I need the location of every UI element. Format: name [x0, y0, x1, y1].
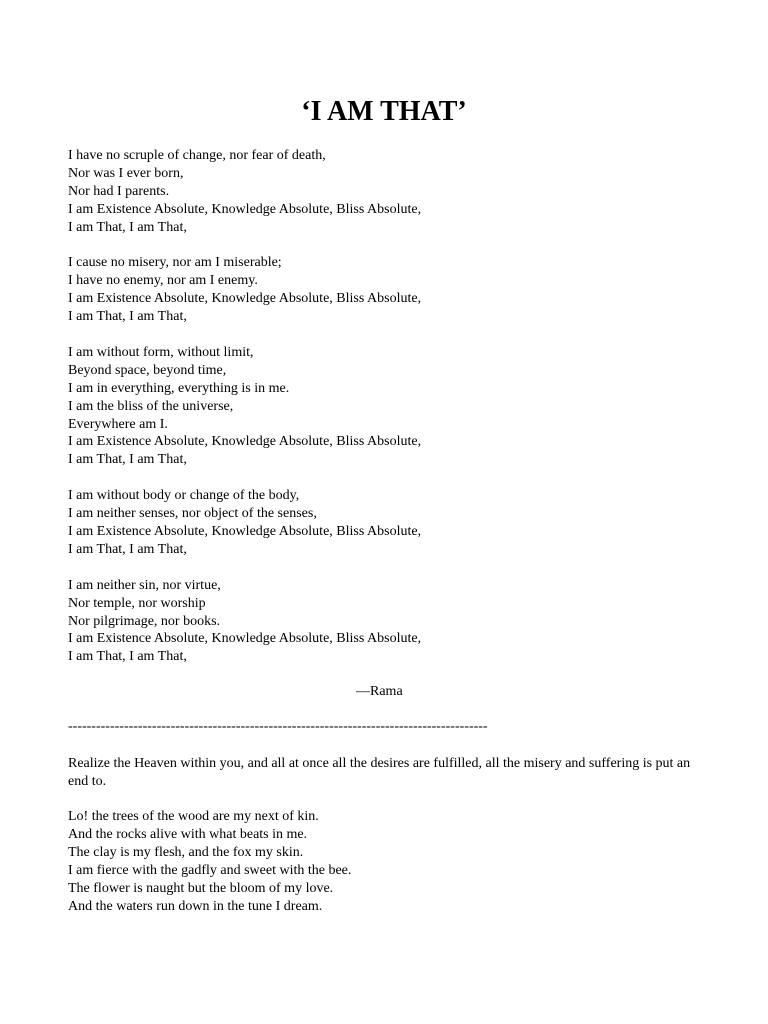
stanza-2 [68, 254, 708, 326]
poem-line: I am Existence Absolute, Knowledge Absolute, Bliss Absolute, [68, 291, 422, 307]
poem-line: Everywhere am I. [68, 416, 168, 432]
poem-line: I have no scruple of change, nor fear of death, [68, 148, 326, 163]
poem-line: I am neither senses, nor object of the senses, [68, 506, 317, 522]
poem-line: I am That, I am That, [68, 452, 187, 468]
prose-paragraph: Realize the Heaven within you, and all at once all the desires are fulfilled, all the misery and suffering is put an end to. [68, 756, 691, 789]
poem-line: I am without body or change of the body, [68, 488, 300, 504]
poem-line: I am Existence Absolute, Knowledge Absolute, Bliss Absolute, [68, 631, 422, 647]
verse-line: I am fierce with the gadfly and sweet with the bee. [68, 862, 352, 878]
poem-line: I am That, I am That, [68, 649, 187, 665]
verse-line: Lo! the trees of the wood are my next of kin. [68, 809, 319, 824]
poem-line: Nor was I ever born, [68, 165, 184, 181]
poem-line: I am That, I am That, [68, 309, 187, 325]
stanza-3 [68, 344, 708, 469]
verse-line: And the waters run down in the tune I dream. [68, 898, 323, 914]
poem-line: I am Existence Absolute, Knowledge Absolute, Bliss Absolute, [68, 434, 422, 450]
poem-line: I am That, I am That, [68, 541, 187, 557]
poem-line: I have no enemy, nor am I enemy. [68, 273, 258, 289]
poem-attribution: —Rama [356, 684, 403, 699]
poem-line: Beyond space, beyond time, [68, 362, 227, 378]
poem-line: Nor pilgrimage, nor books. [68, 613, 221, 629]
verse-line: The flower is naught but the bloom of my love. [68, 880, 334, 896]
poem-line: I am Existence Absolute, Knowledge Absolute, Bliss Absolute, [68, 523, 422, 539]
stanza-5 [68, 577, 708, 667]
stanza-4 [68, 487, 708, 559]
poem-line: I am the bliss of the universe, [68, 398, 234, 414]
verse-line: And the rocks alive with what beats in me. [68, 826, 308, 842]
poem-line: Nor temple, nor worship [68, 595, 206, 611]
poem-line: I cause no misery, nor am I miserable; [68, 255, 282, 271]
poem [68, 147, 708, 684]
poem-line: I am neither sin, nor virtue, [68, 577, 221, 593]
verse-line: The clay is my flesh, and the fox my skin. [68, 844, 304, 860]
poem-line: I am That, I am That, [68, 219, 187, 235]
stanza-1 [68, 147, 708, 237]
poem-line: I am Existence Absolute, Knowledge Absolute, Bliss Absolute, [68, 201, 422, 217]
second-verse [68, 808, 708, 915]
poem-line: I am without form, without limit, [68, 344, 254, 360]
page-title: ‘I AM THAT’ [301, 96, 467, 127]
poem-line: I am in everything, everything is in me. [68, 380, 290, 396]
section-separator: ------------------------------------------------------------------------------------------ [68, 719, 488, 734]
poem-line: Nor had I parents. [68, 183, 170, 199]
